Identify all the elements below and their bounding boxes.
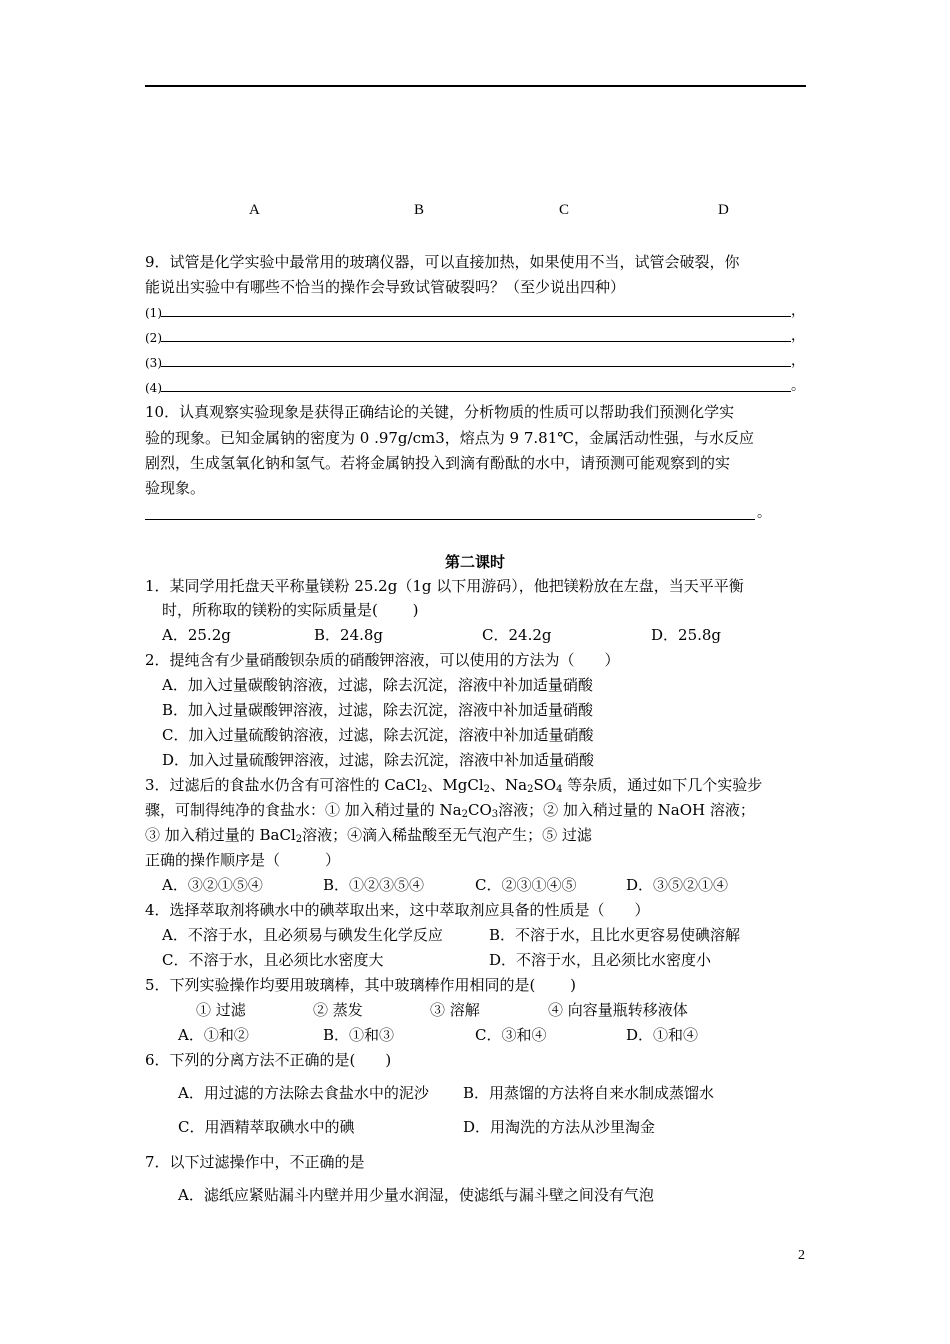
s7-option-a[interactable]: A．滤纸应紧贴漏斗内壁并用少量水润湿，使滤纸与漏斗壁之间没有气泡 (178, 1186, 654, 1204)
s3-line-3-tail: 溶液；④滴入稀盐酸至无气泡产生；⑤ 过滤 (302, 826, 592, 844)
q9-line-2: 能说出实验中有哪些不恰当的操作会导致试管破裂吗？（至少说出四种） (145, 278, 626, 296)
s3-line-1-tail: 等杂质，通过如下几个实验步 (562, 776, 763, 794)
subscript: 4 (556, 784, 563, 795)
subscript: 2 (421, 784, 428, 795)
blank-number: (2) (145, 331, 162, 345)
subscript: 2 (527, 784, 534, 795)
page-number: 2 (798, 1248, 805, 1263)
s2-option-d[interactable]: D．加入过量硫酸钾溶液，过滤，除去沉淀，溶液中补加适量硝酸 (162, 751, 595, 769)
formula-na: Na (505, 776, 528, 794)
s3-line-1-text: 3．过滤后的食盐水仍含有可溶性的 CaCl (145, 776, 422, 794)
answer-line (161, 352, 791, 367)
s6-stem: 6．下列的分离方法不正确的是( ) (145, 1051, 392, 1069)
subscript: 2 (295, 834, 303, 845)
s3-option-c[interactable]: C．②③①④⑤ (475, 876, 577, 894)
s1-option-b[interactable]: B．24.8g (314, 626, 384, 644)
s3-line-1 (145, 775, 762, 800)
s3-line-4: 正确的操作顺序是（ ） (145, 851, 341, 869)
s5-option-c[interactable]: C．③和④ (475, 1026, 547, 1044)
s1-option-a[interactable]: A．25.2g (162, 626, 231, 644)
figure-label-b: B (414, 202, 425, 218)
s1-option-c[interactable]: C．24.2g (482, 626, 552, 644)
s4-option-d[interactable]: D．不溶于水，且必须比水密度小 (489, 951, 712, 969)
q9-answer-blank-3[interactable] (145, 350, 805, 370)
subscript: 3 (491, 809, 499, 820)
s5-stem: 5．下列实验操作均要用玻璃棒，其中玻璃棒作用相同的是( ) (145, 976, 577, 994)
s5-option-b[interactable]: B．①和③ (323, 1026, 395, 1044)
subscript: 2 (461, 809, 468, 820)
s5-option-a[interactable]: A．①和② (178, 1026, 249, 1044)
s6-option-d[interactable]: D．用淘洗的方法从沙里淘金 (463, 1118, 656, 1136)
s5-item-2: ② 蒸发 (313, 1001, 363, 1019)
q10-blank-punct: 。 (757, 505, 771, 521)
separator: 、 (427, 776, 443, 794)
subscript: 2 (483, 784, 491, 795)
q10-line-2: 验的现象。已知金属钠的密度为 0 .97g/cm3，熔点为 9 7.81℃，金属活动性强，与水反应 (145, 429, 755, 447)
blank-punct: ， (791, 328, 805, 344)
s3-option-a[interactable]: A．③②①⑤④ (162, 876, 263, 894)
q9-answer-blank-2[interactable] (145, 325, 805, 345)
q10-line-3: 剧烈，生成氢氧化钠和氢气。若将金属钠投入到滴有酚酞的水中，请预测可能观察到的实 (145, 454, 731, 472)
s5-option-d[interactable]: D．①和④ (626, 1026, 699, 1044)
s4-option-c[interactable]: C．不溶于水，且必须比水密度大 (162, 951, 384, 969)
s3-line-2-text: 骤，可制得纯净的食盐水：① 加入稍过量的 Na (145, 801, 462, 819)
formula-co: CO (467, 801, 492, 819)
s7-stem: 7．以下过滤操作中，不正确的是 (145, 1153, 365, 1171)
s3-line-3 (145, 825, 592, 850)
blank-punct: ， (791, 353, 805, 369)
answer-line (161, 327, 791, 342)
s1-option-d[interactable]: D．25.8g (651, 626, 722, 644)
section-title: 第二课时 (444, 553, 505, 571)
s2-stem: 2．提纯含有少量硝酸钡杂质的硝酸钾溶液，可以使用的方法为（ ） (145, 651, 620, 669)
formula-mgcl: MgCl (442, 776, 484, 794)
blank-number: (4) (145, 381, 162, 395)
blank-number: (3) (145, 356, 162, 370)
s5-item-3: ③ 溶解 (430, 1001, 480, 1019)
q9-answer-blank-4[interactable] (145, 375, 805, 395)
s3-line-3-text: ③ 加入稍过量的 BaCl (145, 826, 296, 844)
s3-line-2-tail: 溶液；② 加入稍过量的 NaOH 溶液； (498, 801, 755, 819)
s2-option-c[interactable]: C．加入过量硫酸钠溶液，过滤，除去沉淀，溶液中补加适量硝酸 (162, 726, 594, 744)
figure-label-c: C (559, 202, 570, 218)
figure-label-d: D (718, 202, 729, 218)
top-rule (145, 85, 806, 87)
s6-option-b[interactable]: B．用蒸馏的方法将自来水制成蒸馏水 (463, 1084, 715, 1102)
s3-option-b[interactable]: B．①②③⑤④ (323, 876, 425, 894)
s6-option-a[interactable]: A．用过滤的方法除去食盐水中的泥沙 (178, 1084, 429, 1102)
figure-label-a: A (249, 202, 260, 218)
s5-item-4: ④ 向容量瓶转移液体 (548, 1001, 688, 1019)
answer-line (161, 302, 791, 317)
answer-line (161, 377, 791, 392)
formula-so: SO (533, 776, 557, 794)
s2-option-a[interactable]: A．加入过量碳酸钠溶液，过滤，除去沉淀，溶液中补加适量硝酸 (162, 676, 593, 694)
s3-line-2 (145, 800, 755, 825)
blank-punct: 。 (791, 378, 805, 394)
s5-item-1: ① 过滤 (196, 1001, 246, 1019)
s4-option-a[interactable]: A．不溶于水，且必须易与碘发生化学反应 (162, 926, 443, 944)
s6-option-c[interactable]: C．用酒精萃取碘水中的碘 (178, 1118, 355, 1136)
s1-line-2: 时，所称取的镁粉的实际质量是( ) (162, 601, 419, 619)
q10-answer-blank[interactable] (145, 505, 755, 520)
s1-line-1: 1．某同学用托盘天平称量镁粉 25.2g（1g 以下用游码），他把镁粉放在左盘，当天平平衡 (145, 577, 744, 595)
q9-answer-blank-1[interactable] (145, 300, 805, 320)
s2-option-b[interactable]: B．加入过量碳酸钾溶液，过滤，除去沉淀，溶液中补加适量硝酸 (162, 701, 594, 719)
blank-number: (1) (145, 306, 162, 320)
separator: 、 (490, 776, 506, 794)
blank-punct: ， (791, 303, 805, 319)
q10-line-1: 10．认真观察实验现象是获得正确结论的关键，分析物质的性质可以帮助我们预测化学实 (145, 403, 735, 421)
s4-option-b[interactable]: B．不溶于水，且比水更容易使碘溶解 (489, 926, 741, 944)
q9-line-1: 9．试管是化学实验中最常用的玻璃仪器，可以直接加热，如果使用不当，试管会破裂，你 (145, 253, 740, 271)
q10-line-4: 验现象。 (145, 479, 206, 497)
s3-option-d[interactable]: D．③⑤②①④ (626, 876, 729, 894)
s4-stem: 4．选择萃取剂将碘水中的碘萃取出来，这中萃取剂应具备的性质是（ ） (145, 901, 650, 919)
